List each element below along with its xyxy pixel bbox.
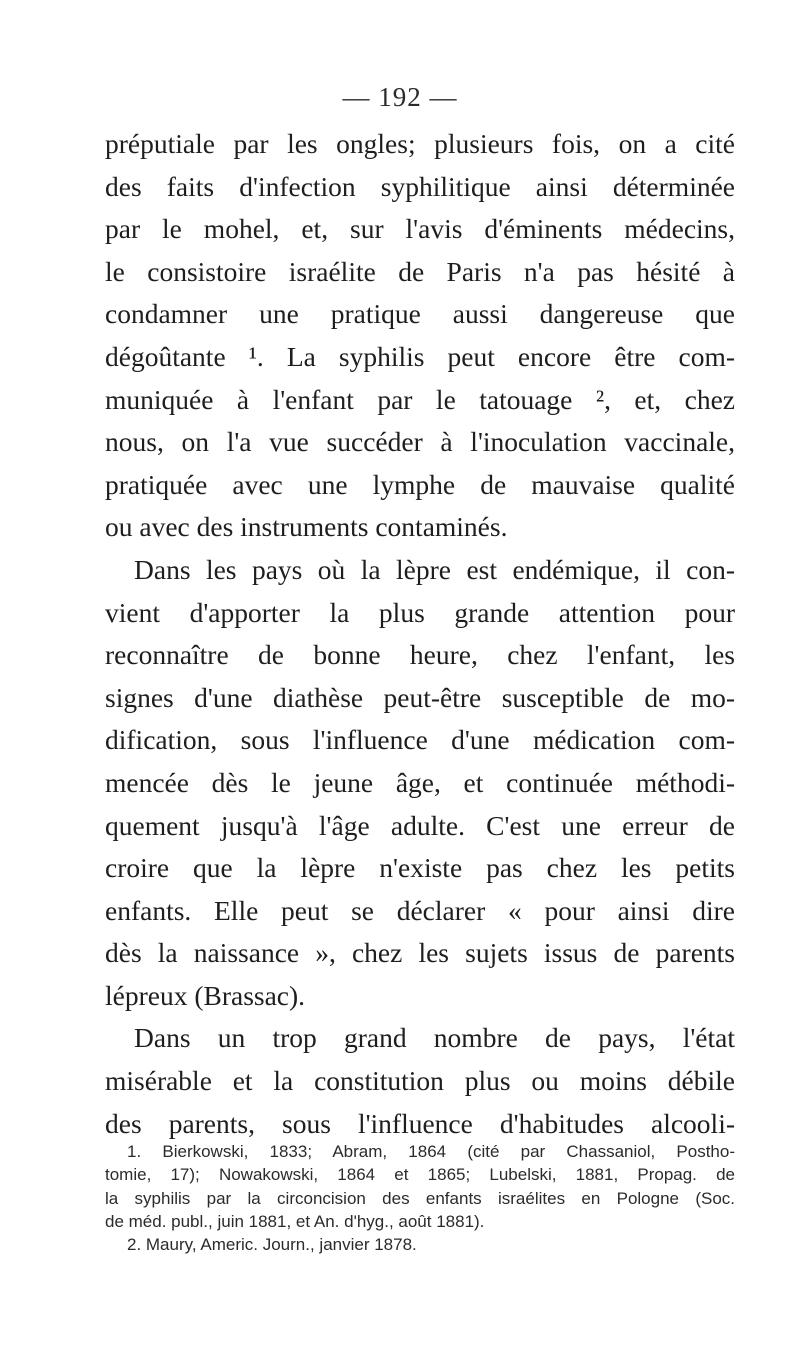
text-line: croire que la lèpre n'existe pas chez les petits — [105, 852, 735, 884]
text-line: le consistoire israélite de Paris n'a pas hésité à — [105, 255, 735, 287]
text-line: signes d'une diathèse peut-être susceptible de mo- — [105, 681, 735, 713]
text-line: dégoûtante ¹. La syphilis peut encore être com- — [105, 340, 735, 372]
text-line: pratiquée avec une lymphe de mauvaise qualité — [105, 468, 735, 500]
text-line: reconnaître de bonne heure, chez l'enfant, les — [105, 639, 735, 671]
text-line: enfants. Elle peut se déclarer « pour ainsi dire — [105, 894, 735, 926]
paragraph-start-line: Dans les pays où la lèpre est endémique, il con- — [134, 553, 735, 585]
text-line: ou avec des instruments contaminés. — [105, 511, 508, 543]
footnote-line: 2. Maury, Americ. Journ., janvier 1878. — [127, 1235, 417, 1255]
text-line: préputiale par les ongles; plusieurs fois, on a cité — [105, 128, 735, 159]
text-line: dès la naissance », chez les sujets issus de parents — [105, 937, 735, 969]
text-line: des parents, sous l'influence d'habitudes alcooli- — [105, 1107, 735, 1139]
page-number: — 192 — — [342, 82, 458, 112]
footnote-line: tomie, 17); Nowakowski, 1864 et 1865; Lubelski, 1881, Propag. de — [105, 1165, 735, 1185]
text-line: par le mohel, et, sur l'avis d'éminents médecins, — [105, 213, 735, 245]
text-line: quement jusqu'à l'âge adulte. C'est une erreur de — [105, 809, 735, 841]
footnotes — [105, 1140, 735, 1256]
footnote-line: 1. Bierkowski, 1833; Abram, 1864 (cité par Chassaniol, Postho- — [127, 1142, 735, 1161]
text-line: nous, on l'a vue succéder à l'inoculation vaccinale, — [105, 426, 735, 458]
text-line: des faits d'infection syphilitique ainsi déterminée — [105, 170, 735, 202]
footnote-line: de méd. publ., juin 1881, et An. d'hyg., août 1881). — [105, 1211, 485, 1231]
text-line: muniquée à l'enfant par le tatouage ², et, chez — [105, 383, 735, 415]
text-line: misérable et la constitution plus ou moins débile — [105, 1065, 735, 1097]
text-line: lépreux (Brassac). — [105, 979, 306, 1011]
text-line: mencée dès le jeune âge, et continuée méthodi- — [105, 766, 735, 798]
paragraph-start-line: Dans un trop grand nombre de pays, l'état — [134, 1022, 735, 1054]
text-line: dification, sous l'influence d'une médication com- — [105, 724, 735, 756]
footnote-line: la syphilis par la circoncision des enfants israélites en Pologne (Soc. — [105, 1188, 735, 1208]
body-text — [105, 123, 735, 1145]
text-line: condamner une pratique aussi dangereuse que — [105, 298, 735, 330]
text-line: vient d'apporter la plus grande attention pour — [105, 596, 735, 628]
